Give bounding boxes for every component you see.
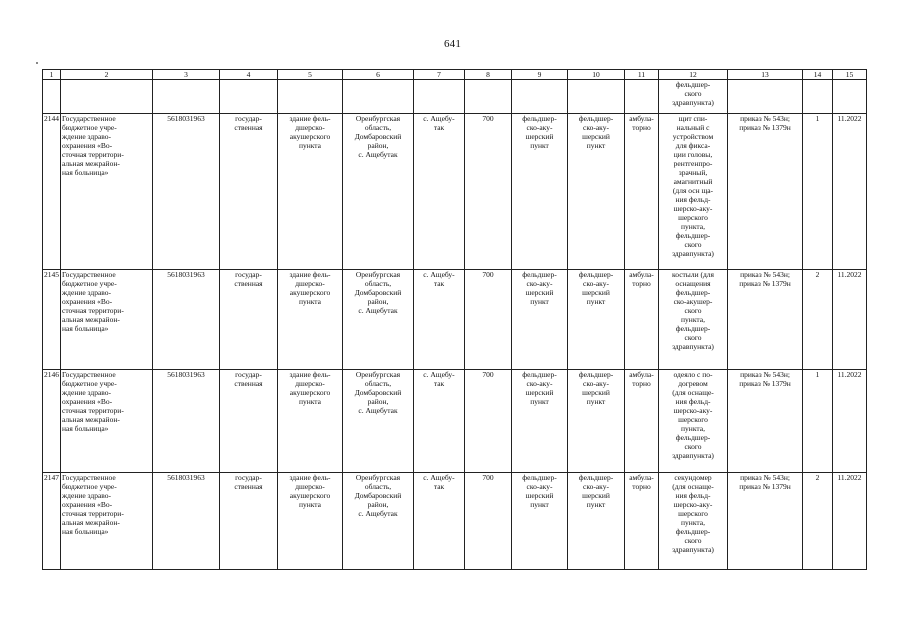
care-condition: амбула- торно [625,473,659,570]
row-number: 2145 [43,270,61,370]
continuation-row [43,80,867,114]
col-header: 7 [414,70,465,80]
col-header: 1 [43,70,61,80]
table-row [43,114,867,270]
inn: 5618031963 [153,270,220,370]
col-header: 11 [625,70,659,80]
inn: 5618031963 [153,114,220,270]
row-number: 2147 [43,473,61,570]
subdivision-type: фельдшер- ско-аку- шерский пункт [568,370,625,473]
equipment-name: секундомер (для оснаще- ния фельд- шерско-аку- шерского пункта, фельдшер- ского здравпункта) [659,473,728,570]
col-header: 4 [220,70,278,80]
organization-name: Государственное бюджетное учре- ждение здраво- охранения «Во- сточная территори- альная межрайон- ная больница» [61,473,153,570]
regulation: приказ № 543н; приказ № 1379н [728,114,803,270]
col-header: 14 [803,70,833,80]
equipment-name: одеяло с по- догревом (для оснаще- ния фельд- шерско-аку- шерского пункта, фельдшер- ского здравпункта) [659,370,728,473]
subdivision-type: фельдшер- ско-аку- шерский пункт [568,270,625,370]
period: 11.2022 [833,473,867,570]
inn: 5618031963 [153,370,220,473]
equipment-name: щит спи- нальный с устройством для фикса- ции головы, рентгенпро- зрачный, амагнитный (для осн ща- ния фельд- шерско-аку- шерского пункта, фельдшер- ского здравпункта) [659,114,728,270]
care-condition: амбула- торно [625,370,659,473]
population: 700 [465,370,512,473]
building-type: здание фель- дшерско- акушерского пункта [278,114,343,270]
subdivision-type: фельдшер- ско-аку- шерский пункт [568,473,625,570]
quantity: 2 [803,473,833,570]
care-condition: амбула- торно [625,270,659,370]
facility-type: фельдшер- ско-аку- шерский пункт [512,473,568,570]
regulation: приказ № 543н; приказ № 1379н [728,270,803,370]
registry-table [42,69,867,570]
regulation: приказ № 543н; приказ № 1379н [728,473,803,570]
settlement: с. Ащебу- так [414,370,465,473]
quantity: 2 [803,270,833,370]
column-number-row [43,70,867,80]
care-condition: амбула- торно [625,114,659,270]
scan-dot [36,62,38,64]
col-header: 2 [61,70,153,80]
facility-type: фельдшер- ско-аку- шерский пункт [512,270,568,370]
ownership-form: государ- ственная [220,114,278,270]
settlement: с. Ащебу- так [414,114,465,270]
period: 11.2022 [833,114,867,270]
population: 700 [465,114,512,270]
col-header: 12 [659,70,728,80]
building-type: здание фель- дшерско- акушерского пункта [278,270,343,370]
col-header: 3 [153,70,220,80]
facility-type: фельдшер- ско-аку- шерский пункт [512,370,568,473]
organization-name: Государственное бюджетное учре- ждение здраво- охранения «Во- сточная территори- альная межрайон- ная больница» [61,270,153,370]
building-type: здание фель- дшерско- акушерского пункта [278,370,343,473]
row-number: 2144 [43,114,61,270]
ownership-form: государ- ственная [220,473,278,570]
quantity: 1 [803,114,833,270]
equipment-name: костыли (для оснащения фельдшер- ско-акушер- ского пункта, фельдшер- ского здравпункта) [659,270,728,370]
population: 700 [465,473,512,570]
address: Оренбургская область, Домбаровский район, с. Ащебутак [343,114,414,270]
quantity: 1 [803,370,833,473]
facility-type: фельдшер- ско-аку- шерский пункт [512,114,568,270]
organization-name: Государственное бюджетное учре- ждение здраво- охранения «Во- сточная территори- альная межрайон- ная больница» [61,370,153,473]
row-number: 2146 [43,370,61,473]
period: 11.2022 [833,270,867,370]
col-header: 6 [343,70,414,80]
period: 11.2022 [833,370,867,473]
table-row [43,370,867,473]
page-number: 641 [443,38,462,50]
settlement: с. Ащебу- так [414,270,465,370]
regulation: приказ № 543н; приказ № 1379н [728,370,803,473]
address: Оренбургская область, Домбаровский район, с. Ащебутак [343,473,414,570]
ownership-form: государ- ственная [220,270,278,370]
table-row [43,473,867,570]
col-header: 9 [512,70,568,80]
subdivision-type: фельдшер- ско-аку- шерский пункт [568,114,625,270]
col-header: 15 [833,70,867,80]
building-type: здание фель- дшерско- акушерского пункта [278,473,343,570]
ownership-form: государ- ственная [220,370,278,473]
address: Оренбургская область, Домбаровский район, с. Ащебутак [343,270,414,370]
address: Оренбургская область, Домбаровский район, с. Ащебутак [343,370,414,473]
population: 700 [465,270,512,370]
inn: 5618031963 [153,473,220,570]
col-header: 13 [728,70,803,80]
organization-name: Государственное бюджетное учре- ждение здраво- охранения «Во- сточная территори- альная межрайон- ная больница» [61,114,153,270]
col-header: 8 [465,70,512,80]
continuation-equipment: фельдшер- ского здравпункта) [659,80,728,114]
col-header: 10 [568,70,625,80]
col-header: 5 [278,70,343,80]
settlement: с. Ащебу- так [414,473,465,570]
table-row [43,270,867,370]
